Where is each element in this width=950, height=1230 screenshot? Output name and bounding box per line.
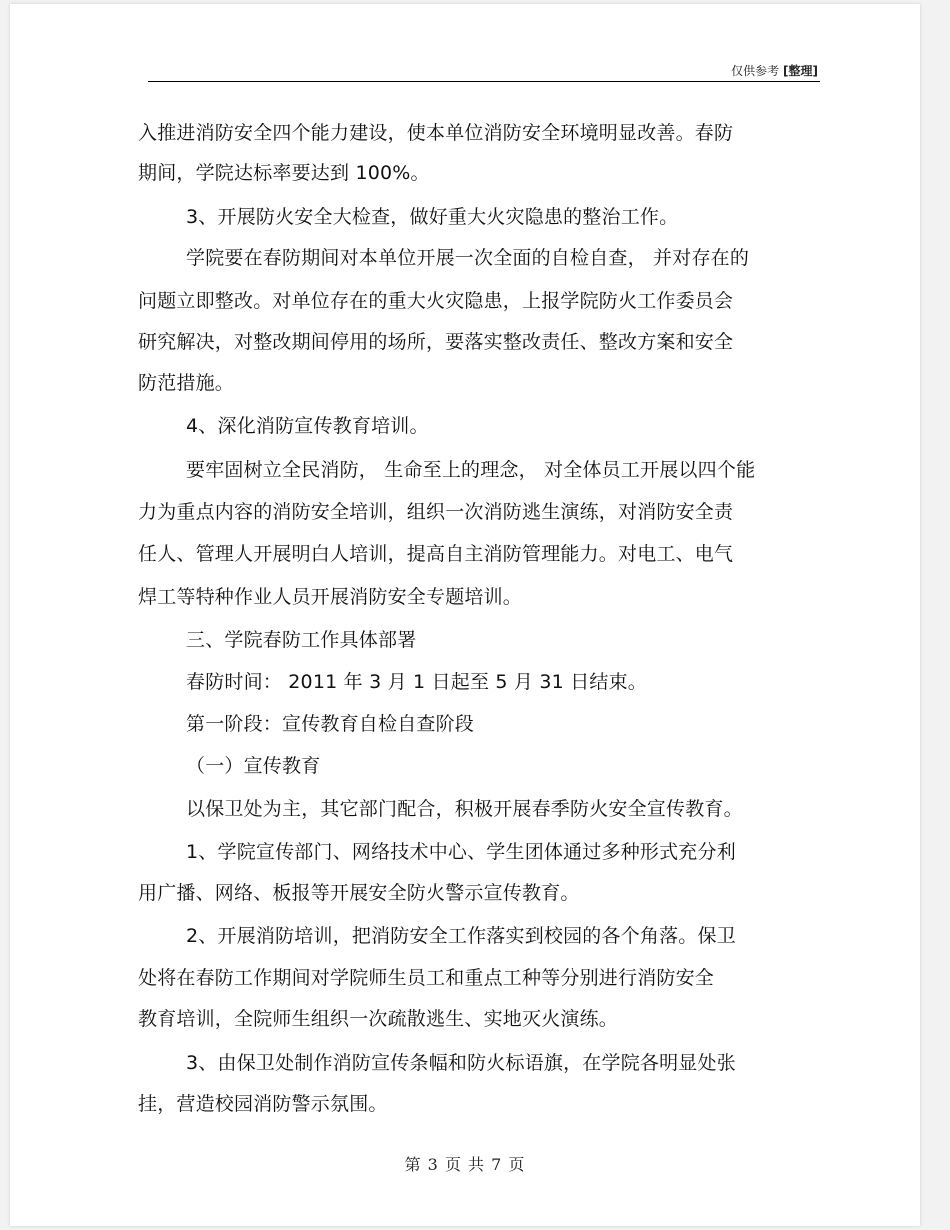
- body-line: 2、开展消防培训，把消防安全工作落实到校园的各个角落。保卫: [186, 925, 736, 947]
- body-line: 焊工等特种作业人员开展消防安全专题培训。: [138, 586, 523, 608]
- body-line: 4、深化消防宣传教育培训。: [186, 415, 429, 437]
- header-bracket-text: [整理]: [783, 64, 818, 78]
- body-line: 力为重点内容的消防安全培训，组织一次消防逃生演练，对消防安全责: [138, 501, 734, 523]
- body-line: 研究解决，对整改期间停用的场所，要落实整改责任、整改方案和安全: [138, 331, 734, 353]
- body-line: 期间，学院达标率要达到 100%。: [138, 162, 430, 184]
- body-line: 第一阶段：宣传教育自检自查阶段: [186, 713, 475, 735]
- body-line: 入推进消防安全四个能力建设，使本单位消防安全环境明显改善。春防: [138, 122, 734, 144]
- section-heading: 三、学院春防工作具体部署: [186, 629, 417, 651]
- body-line: 学院要在春防期间对本单位开展一次全面的自检自查， 并对存在的: [186, 247, 750, 269]
- body-line: 防范措施。: [138, 372, 235, 394]
- page-header: [148, 61, 820, 82]
- body-line: 3、由保卫处制作消防宣传条幅和防火标语旗，在学院各明显处张: [186, 1052, 736, 1074]
- header-label: [731, 62, 818, 79]
- body-line: 教育培训，全院师生组织一次疏散逃生、实地灭火演练。: [138, 1008, 619, 1030]
- body-line: 以保卫处为主，其它部门配合，积极开展春季防火安全宣传教育。: [186, 798, 743, 820]
- body-line: 用广播、网络、板报等开展安全防火警示宣传教育。: [138, 882, 580, 904]
- document-page: [10, 4, 920, 1226]
- body-line: 要牢固树立全民消防， 生命至上的理念， 对全体员工开展以四个能: [186, 459, 756, 481]
- body-line: 1、学院宣传部门、网络技术中心、学生团体通过多种形式充分利: [186, 841, 736, 863]
- body-line: 挂，营造校园消防警示氛围。: [138, 1093, 388, 1115]
- body-line: 问题立即整改。对单位存在的重大火灾隐患，上报学院防火工作委员会: [138, 290, 734, 312]
- header-text: 仅供参考: [731, 64, 780, 78]
- body-line: 处将在春防工作期间对学院师生员工和重点工种等分别进行消防安全: [138, 967, 715, 989]
- body-line: 春防时间： 2011 年 3 月 1 日起至 5 月 31 日结束。: [186, 671, 647, 693]
- body-line: 3、开展防火安全大检查，做好重大火灾隐患的整治工作。: [186, 206, 679, 228]
- body-line: 任人、管理人开展明白人培训，提高自主消防管理能力。对电工、电气: [138, 543, 734, 565]
- page-footer: 第 3 页 共 7 页: [404, 1155, 526, 1174]
- sub-heading: （一）宣传教育: [186, 755, 321, 777]
